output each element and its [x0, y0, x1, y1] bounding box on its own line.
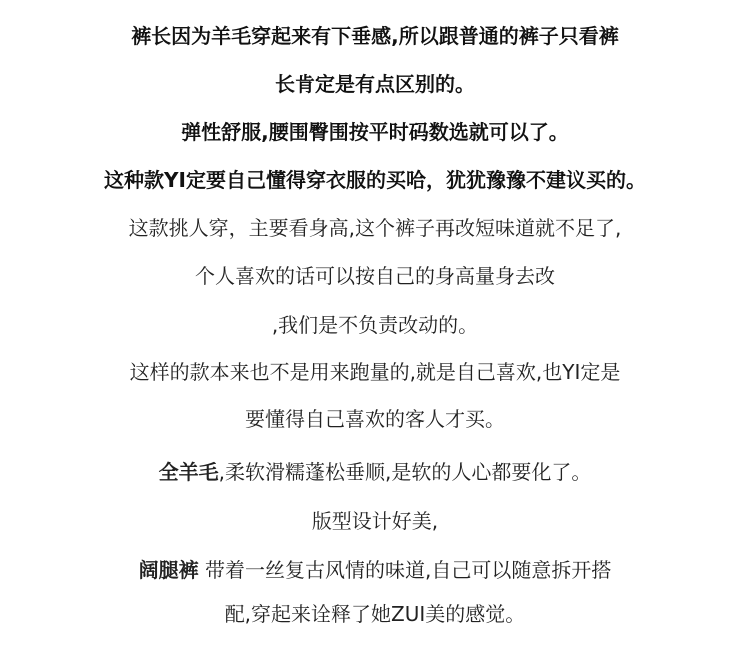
highlight-term: 阔腿裤 — [138, 558, 199, 582]
paragraph-line: 个人喜欢的话可以按自己的身高量身去改 — [195, 264, 555, 288]
paragraph-line — [0, 458, 750, 486]
paragraph-line — [0, 556, 750, 584]
paragraph-line: ,我们是不负责改动的。 — [271, 313, 479, 337]
paragraph-line: 弹性舒服,腰围臀围按平时码数选就可以了。 — [181, 120, 569, 144]
paragraph-text: ,柔软滑糯蓬松垂顺,是软的人心都要化了。 — [218, 460, 592, 484]
paragraph-line: 这样的款本来也不是用来跑量的,就是自己喜欢,也YI定是 — [129, 360, 621, 384]
paragraph-text: 带着一丝复古风情的味道,自己可以随意拆开搭 — [198, 558, 612, 582]
paragraph-line: 这种款YI定要自己懂得穿衣服的买哈，犹犹豫豫不建议买的。 — [104, 168, 646, 192]
paragraph-line: 这款挑人穿，主要看身高,这个裤子再改短味道就不足了, — [128, 216, 622, 240]
paragraph-line: 版型设计好美, — [311, 509, 439, 533]
paragraph-line: 长肯定是有点区别的。 — [275, 72, 475, 96]
paragraph-line: 配,穿起来诠释了她ZUI美的感觉。 — [224, 602, 526, 626]
paragraph-line: 裤长因为羊毛穿起来有下垂感,所以跟普通的裤子只看裤 — [131, 24, 619, 48]
highlight-term: 全羊毛 — [158, 460, 219, 484]
paragraph-line: 要懂得自己喜欢的客人才买。 — [245, 407, 505, 431]
